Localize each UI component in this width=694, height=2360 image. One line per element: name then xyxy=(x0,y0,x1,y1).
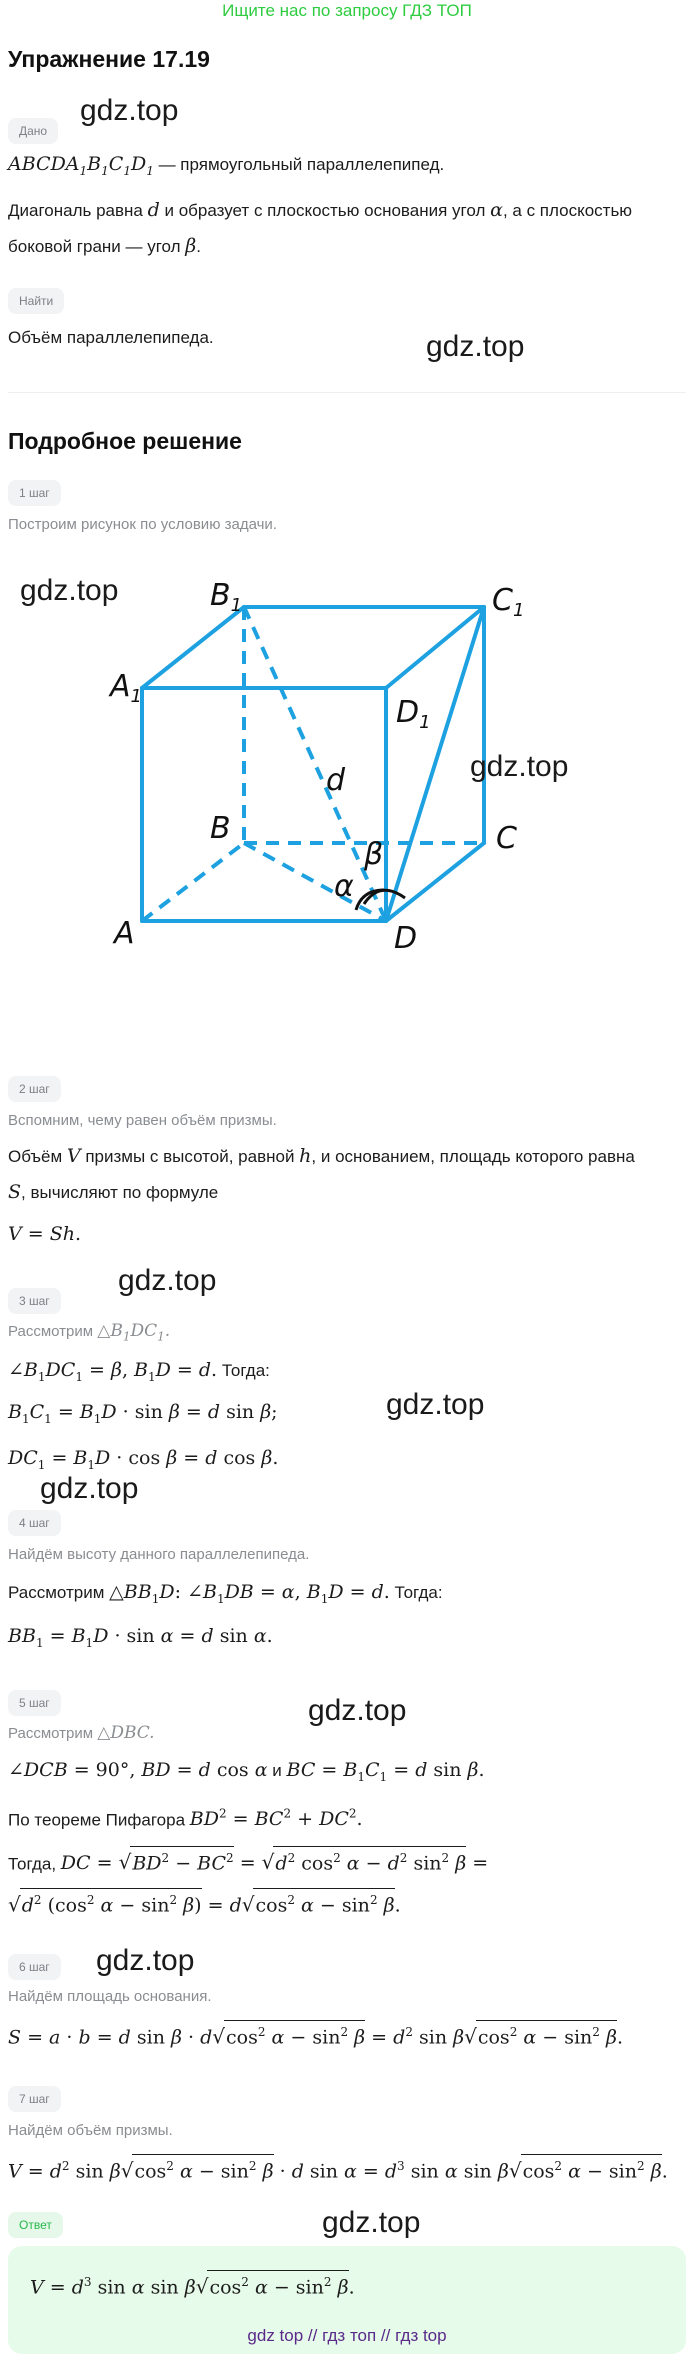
step-3-label: 3 шаг xyxy=(8,1288,61,1314)
formula-DC1: $DC_1 = B_1D \cdot \cos \beta = d$ cos β. xyxy=(8,1447,279,1472)
label-C1: $C_1$ xyxy=(492,583,525,621)
step-5-pythagoras: По теореме Пифагора $BD^2 = BC^2 + DC^2$. xyxy=(8,1807,363,1831)
watermark: gdz.top xyxy=(322,2206,421,2239)
formula-prism-volume: $V = d^2$ $\sin \beta√\cos^2$ $\alpha - \sin^2 \beta \cdot d$ $\sin \alpha = d^3$ sin α $\sin \beta√\cos^2$ $\alpha - \sin^2 \beta$. xyxy=(8,2152,668,2185)
given-label: Дано xyxy=(8,118,58,144)
step-1-label: 1 шаг xyxy=(8,480,61,506)
page-title: Упражнение 17.19 xyxy=(8,46,210,72)
step-2-para-1: Объём V призмы с высотой, равной h, и основанием, площадь которого равна xyxy=(8,1145,635,1167)
watermark: gdz.top xyxy=(470,750,569,783)
given-line-3: боковой грани — угол β. xyxy=(8,235,201,257)
watermark: gdz.top xyxy=(386,1388,485,1421)
step-4-consider: Рассмотрим $\triangle BB_1D$: $\angle B_1DB = \alpha$, $B_1D = d$. Тогда: xyxy=(8,1581,443,1606)
watermark: gdz.top xyxy=(80,94,179,127)
watermark: gdz.top xyxy=(118,1264,217,1297)
label-alpha: α xyxy=(334,869,354,904)
step-3-text: Рассмотрим $\triangle B_1DC_1$. xyxy=(8,1321,171,1344)
watermark: gdz.top xyxy=(20,574,119,607)
step-5-label: 5 шаг xyxy=(8,1690,61,1716)
formula-B1C1: $B_1C_1 = B_1D \cdot \sin \beta = d$ sin β; xyxy=(8,1401,278,1426)
label-B: B xyxy=(210,811,231,846)
label-beta: β xyxy=(364,837,384,872)
answer-label: Ответ xyxy=(8,2212,63,2238)
given-line-2: Диагональ равна d и образует с плоскостью основания угол α, а с плоскостью xyxy=(8,199,633,221)
formula-BB1: $BB_1 = B_1D \cdot \sin \alpha = d$ sin α. xyxy=(8,1625,273,1650)
answer-formula: $V = d^3$ sin α $\sin \beta√\cos^2$ $\alpha - \sin^2 \beta$. xyxy=(30,2268,355,2301)
label-A: A xyxy=(114,916,135,951)
step-5-then: Тогда, DC = $√BD^2 - BC^2 = √d^2$ $\cos^2 \alpha - d^2$ $\sin^2 \beta$ = xyxy=(8,1846,488,1877)
diagonal-B1D xyxy=(244,607,386,921)
label-C: C xyxy=(496,821,517,856)
watermark: gdz.top xyxy=(40,1472,139,1505)
step-6-text: Найдём площадь основания. xyxy=(8,1988,212,2005)
step-6-label: 6 шаг xyxy=(8,1954,61,1980)
step-5-text: Рассмотрим △DBC. xyxy=(8,1723,155,1743)
label-A1: $A_1$ xyxy=(110,669,142,707)
watermark: gdz.top xyxy=(96,1944,195,1977)
label-B1: $B_1$ xyxy=(210,578,243,616)
given-line-1: $ABCDA_1B_1C_1D_1$ — прямоугольный параллелепипед. xyxy=(8,153,445,178)
watermark: gdz.top xyxy=(426,330,525,363)
formula-volume: V = Sh. xyxy=(8,1223,82,1245)
step-2-para-2: S, вычисляют по формуле xyxy=(8,1181,219,1203)
solution-title: Подробное решение xyxy=(8,428,242,454)
top-banner[interactable]: Ищите нас по запросу ГДЗ ТОП xyxy=(222,1,472,20)
step-4-text: Найдём высоту данного параллелепипеда. xyxy=(8,1546,310,1563)
label-D1: $D_1$ xyxy=(396,695,431,733)
formula-area: S = a · b = d $\sin \beta \cdot d√\cos^2$ $\alpha - \sin^2 \beta = d^2$ $\sin \beta√\cos^2$ $\alpha - \sin^2 \beta$. xyxy=(8,2018,623,2051)
step-7-label: 7 шаг xyxy=(8,2086,61,2112)
edge-A1B1 xyxy=(142,607,244,688)
step-2-label: 2 шаг xyxy=(8,1076,61,1102)
footer-links[interactable]: gdz top // гдз топ // гдз top xyxy=(247,2326,447,2345)
step-2-text: Вспомним, чему равен объём призмы. xyxy=(8,1112,277,1129)
step-7-text: Найдём объём призмы. xyxy=(8,2122,173,2139)
step-3-angles: $\angle B_1DC_1 = \beta$, $B_1D = d$. Тогда: xyxy=(8,1359,270,1384)
edge-AB xyxy=(142,843,244,921)
label-d: d xyxy=(326,763,346,798)
divider xyxy=(8,392,686,393)
edge-DC xyxy=(386,843,484,921)
step-1-text: Построим рисунок по условию задачи. xyxy=(8,516,277,533)
formula-DC: $√d^2$ ($\cos^2$ $\alpha - \sin^2 \beta) = d√\cos^2$ $\alpha - \sin^2 \beta$. xyxy=(8,1888,401,1919)
label-D: D xyxy=(394,921,418,956)
find-text: Объём параллелепипеда. xyxy=(8,328,214,347)
watermark: gdz.top xyxy=(308,1694,407,1727)
step-5-angles: ∠DCB = 90°, BD = d cos α и BC = $B_1C_1 = d$ sin β. xyxy=(8,1759,485,1784)
find-label: Найти xyxy=(8,288,64,314)
step-4-label: 4 шаг xyxy=(8,1510,61,1536)
